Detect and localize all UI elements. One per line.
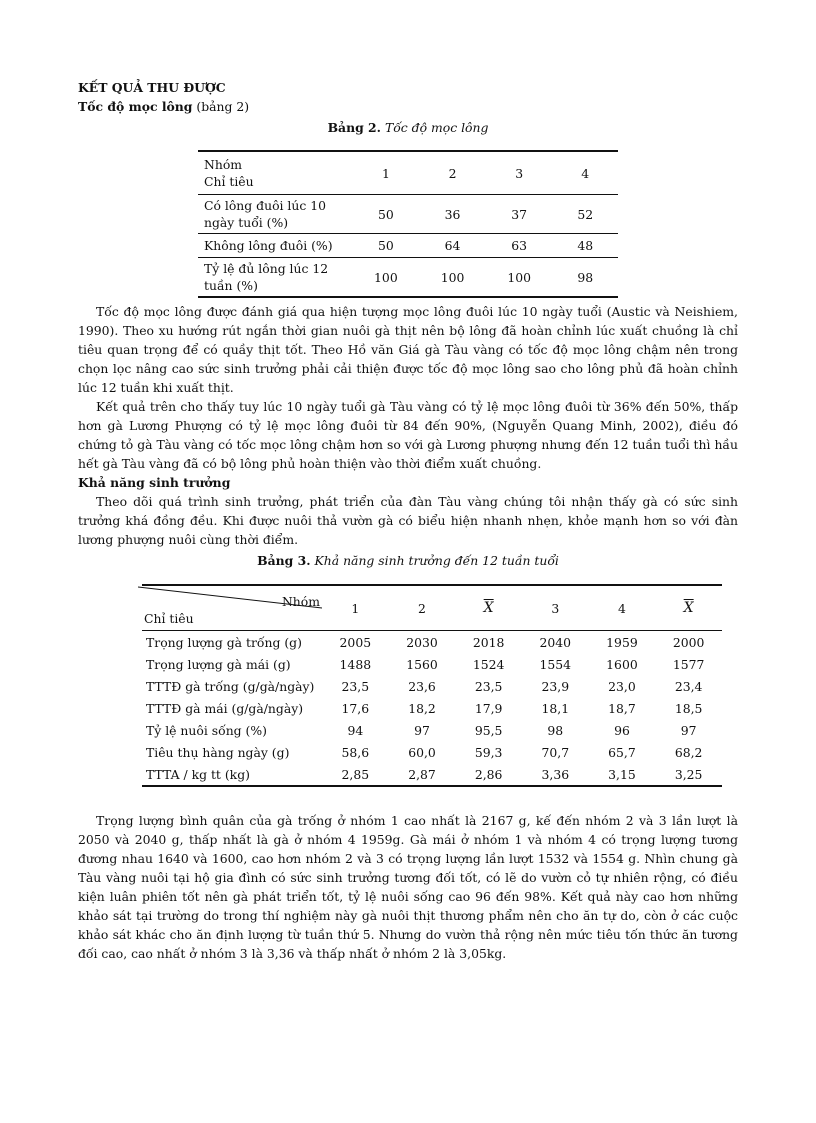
table3-col-header: 3 — [522, 585, 589, 631]
table3-cell: 3,36 — [522, 763, 589, 786]
table2-row — [198, 258, 618, 298]
table3-cell: 2005 — [339, 634, 372, 650]
table2-header-group: Nhóm — [204, 157, 243, 172]
paragraph: Tốc độ mọc lông được đánh giá qua hiện tượng mọc lông đuôi lúc 10 ngày tuổi (Austic và Neishiem, 1990). Theo xu hướng rút ngắn thời gian nuôi gà thịt nên bộ lông đã hoàn chỉnh lúc xuất chuồng là chỉ tiêu quan trọng để có quầy thịt tốt. Theo Hồ văn Giá gà Tàu vàng có tốc độ mọc lông chậm nên trong chọn lọc nâng cao sức sinh trưởng phải cải thiện được tốc độ mọc lông sao cho lông phủ đã hoàn chỉnh lúc 12 tuần khi xuất thịt. — [78, 304, 738, 395]
table2-row — [198, 195, 618, 234]
table2-caption — [78, 118, 738, 137]
table3-cell: 18,2 — [408, 700, 436, 716]
table3-row — [142, 763, 722, 786]
table2-cell: 100 — [353, 258, 420, 298]
paragraph: Kết quả trên cho thấy tuy lúc 10 ngày tuổi gà Tàu vàng có tỷ lệ mọc lông đuôi từ 36% đến 50%, thấp hơn gà Lương Phượng có tỷ lệ mọc lông đuôi từ 84 đến 90%, (Nguyễn Quang Minh, 2002), điều đó chứng tỏ gà Tàu vàng có tốc mọc lông chậm hơn so với gà Lương phượng nhưng đến 12 tuần tuổi thì hầu hết gà Tàu vàng đã có bộ lông phủ hoàn thiện vào thời điểm xuất chuồng. — [78, 399, 738, 471]
table3-cell: 2030 — [406, 634, 438, 650]
table2-col-header: 4 — [552, 151, 618, 195]
table3-cell: 1560 — [406, 656, 438, 672]
table3-col-header: 2 — [389, 585, 456, 631]
table2-cell: 64 — [419, 234, 486, 258]
table-2 — [198, 150, 618, 298]
diagonal-header — [142, 586, 322, 630]
table2-row — [198, 234, 618, 258]
table3-row-label: TTTĐ gà trống (g/gà/ngày) — [146, 678, 315, 694]
mean-symbol: $\overline{X}$ — [683, 600, 694, 616]
table3-cell: 1488 — [339, 656, 372, 672]
table2-header-cell — [198, 151, 353, 195]
paragraph: Theo dõi quá trình sinh trưởng, phát triển của đàn Tàu vàng chúng tôi nhận thấy gà có sức sinh trưởng khá đồng đều. Khi được nuôi thả vườn gà có biểu hiện nhanh nhẹn, khỏe mạnh hơn so với đàn lương phượng nuôi cùng thời điểm. — [78, 494, 738, 547]
table3-col-header: 1 — [322, 585, 389, 631]
table3-cell: 1524 — [472, 656, 505, 672]
table3-cell: 1577 — [672, 656, 705, 672]
table2-col-header: 2 — [419, 151, 486, 195]
table3-cell: 68,2 — [674, 744, 703, 760]
table3-cell: 3,25 — [655, 763, 722, 786]
table3-row-label: Tiêu thụ hàng ngày (g) — [146, 744, 290, 760]
table3-cell: 1600 — [606, 656, 638, 672]
paragraph: Trọng lượng bình quân của gà trống ở nhóm 1 cao nhất là 2167 g, kế đến nhóm 2 và 3 lần lượt là 2050 và 2040 g, thấp nhất là gà ở nhóm 4 1959g. Gà mái ở nhóm 1 và nhóm 4 có trọng lượng tương đương nhau 1640 và 1600, cao hơn nhóm 2 và 3 có trọng lượng lần lượt 1532 và 1554 g. Nhìn chung gà Tàu vàng nuôi tại hộ gia đình có sức sinh trưởng tương đối tốt, có lẽ do vườn cỏ tự nhiên rộng, có điều kiện luân phiên tốt nên gà phát triển tốt, tỷ lệ nuôi sống cao 96 đến 98%. Kết quả này cao hơn những khảo sát tại trường do trong thí nghiệm này gà nuôi thịt thương phẩm nên cho ăn tự do, còn ở các cuộc khảo sát khác cho ăn định lượng từ tuần thứ 5. Nhưng do vườn thả rộng nên mức tiêu tốn thức ăn tương đối cao, cao nhất ở nhóm 3 là 3,36 và thấp nhất ở nhóm 2 là 3,05kg. — [78, 813, 738, 961]
table2-cell: 48 — [552, 234, 618, 258]
table3-cell: 96 — [614, 722, 630, 738]
table2-row-label: Tỷ lệ đủ lông lúc 12 tuần (%) — [198, 258, 353, 298]
table3-header-criteria: Chỉ tiêu — [144, 611, 194, 626]
table3-row-label: TTTA / kg tt (kg) — [142, 763, 322, 786]
table3-cell: 2000 — [672, 634, 705, 650]
table3-row-label: Tỷ lệ nuôi sống (%) — [146, 722, 267, 738]
table3-cell: 17,6 — [341, 700, 370, 716]
mean-symbol: $\overline{X}$ — [483, 600, 494, 616]
table3-row — [142, 675, 722, 697]
table2-caption-label: Bảng 2. — [327, 120, 381, 135]
table3-cell: 2,85 — [322, 763, 389, 786]
table3-cell: 98 — [547, 722, 564, 738]
table2-cell: 50 — [353, 234, 420, 258]
table3-cell: 2040 — [539, 634, 572, 650]
table3-cell: 23,6 — [408, 678, 436, 694]
table3-cell: 95,5 — [474, 722, 503, 738]
table3-col-header: 4 — [589, 585, 656, 631]
table3-cell: 23,5 — [474, 678, 503, 694]
table3-cell: 17,9 — [474, 700, 503, 716]
table2-cell: 52 — [552, 195, 618, 234]
table2-header-criteria: Chỉ tiêu — [204, 174, 254, 189]
table3-row-label: Trọng lượng gà trống (g) — [146, 634, 302, 650]
table2-row-label: Có lông đuôi lúc 10 ngày tuổi (%) — [198, 195, 353, 234]
table3-row-label: Trọng lượng gà mái (g) — [146, 656, 291, 672]
table3-row — [142, 653, 722, 675]
table3-cell: 97 — [414, 722, 430, 738]
table3-cell: 97 — [680, 722, 697, 738]
table3-row — [142, 631, 722, 654]
table3-header-row — [142, 585, 722, 631]
table2-cell: 36 — [419, 195, 486, 234]
table3-cell: 59,3 — [474, 744, 503, 760]
table3-cell: 1554 — [539, 656, 572, 672]
table-3 — [142, 584, 722, 787]
table2-cell: 98 — [552, 258, 618, 298]
subheading-ref: (bảng 2) — [192, 99, 250, 114]
table2-col-header: 3 — [486, 151, 553, 195]
table3-caption-title: Khả năng sinh trưởng đến 12 tuần tuổi — [314, 553, 559, 568]
table3-cell: 23,9 — [541, 678, 570, 694]
table3-cell: 2,86 — [455, 763, 522, 786]
table3-header-group: Nhóm — [281, 594, 320, 609]
table3-caption-label: Bảng 3. — [257, 553, 311, 568]
table3-row — [142, 697, 722, 719]
table3-cell: 18,5 — [674, 700, 703, 716]
table3-row-label: TTTĐ gà mái (g/gà/ngày) — [146, 700, 304, 716]
subheading-bold: Tốc độ mọc lông — [78, 99, 193, 114]
table3-cell: 23,0 — [608, 678, 636, 694]
table3-header-cell — [142, 585, 322, 631]
table3-col-header-mean — [655, 585, 722, 631]
table3-cell: 1959 — [606, 634, 638, 650]
table3-cell: 2,87 — [389, 763, 456, 786]
subheading-feather-rate — [78, 97, 738, 116]
subheading-growth: Khả năng sinh trưởng — [78, 475, 231, 490]
table3-cell: 18,1 — [541, 700, 570, 716]
table3-row — [142, 719, 722, 741]
table3-cell: 23,4 — [674, 678, 703, 694]
section-heading: KẾT QUẢ THU ĐƯỢC — [78, 80, 226, 95]
table3-caption — [78, 551, 738, 570]
table2-caption-title: Tốc độ mọc lông — [384, 120, 489, 135]
table3-cell: 18,7 — [608, 700, 636, 716]
table3-cell: 23,5 — [341, 678, 370, 694]
table2-col-header: 1 — [353, 151, 420, 195]
table3-cell: 3,15 — [589, 763, 656, 786]
table3-cell: 94 — [347, 722, 364, 738]
document-page — [78, 78, 738, 963]
table2-cell: 100 — [486, 258, 553, 298]
table2-cell: 100 — [419, 258, 486, 298]
table3-cell: 60,0 — [408, 744, 436, 760]
table3-cell: 2018 — [472, 634, 505, 650]
table3-row — [142, 741, 722, 763]
table3-cell: 70,7 — [541, 744, 570, 760]
table2-header-row — [198, 151, 618, 195]
table2-cell: 37 — [486, 195, 553, 234]
table2-row-label: Không lông đuôi (%) — [198, 234, 353, 258]
table2-cell: 63 — [486, 234, 553, 258]
table3-col-header-mean — [455, 585, 522, 631]
table3-cell: 65,7 — [608, 744, 636, 760]
table3-cell: 58,6 — [341, 744, 370, 760]
table2-cell: 50 — [353, 195, 420, 234]
